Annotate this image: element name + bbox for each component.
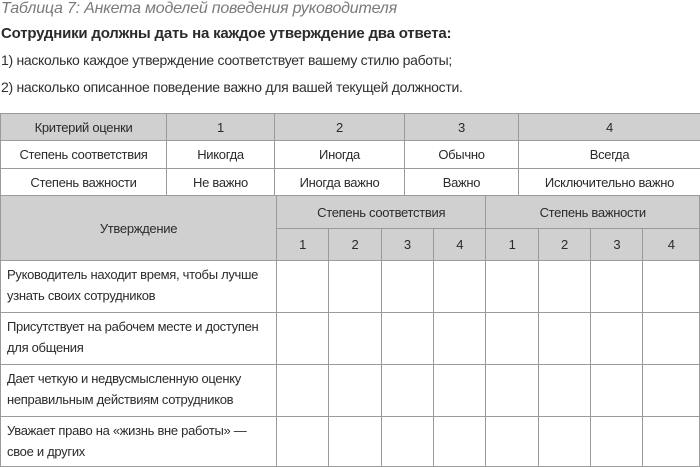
statement-text: Дает четкую и недвусмысленную оценку неправильным действиям сотрудников — [1, 365, 277, 417]
scale-cell: Степень соответствия — [1, 141, 167, 169]
scale-row-conformity — [1, 141, 700, 169]
scale-cell: Всегда — [519, 141, 700, 169]
answer-cell[interactable] — [381, 313, 433, 365]
scale-cell: Степень важности — [1, 169, 167, 197]
scale-cell: Никогда — [167, 141, 275, 169]
scale-cell: Иногда важно — [275, 169, 405, 197]
answer-cell[interactable] — [591, 313, 643, 365]
statement-header: Утверждение — [1, 196, 277, 261]
answer-cell[interactable] — [486, 261, 538, 313]
answer-cell[interactable] — [643, 261, 700, 313]
answer-cell[interactable] — [434, 365, 486, 417]
subheader-cell: 2 — [538, 229, 590, 261]
answer-cell[interactable] — [329, 417, 381, 467]
answer-cell[interactable] — [486, 313, 538, 365]
group-header-conformity: Степень соответствия — [276, 196, 485, 229]
questionnaire-header-row — [1, 196, 700, 229]
answer-cell[interactable] — [538, 261, 590, 313]
scale-cell: Исключительно важно — [519, 169, 700, 197]
scale-row-importance — [1, 169, 700, 197]
scale-header-criterion: Критерий оценки — [1, 114, 167, 141]
scale-cell: Не важно — [167, 169, 275, 197]
subheader-cell: 2 — [329, 229, 381, 261]
subheader-cell: 4 — [643, 229, 700, 261]
answer-cell[interactable] — [381, 261, 433, 313]
answer-cell[interactable] — [591, 365, 643, 417]
statement-row — [1, 365, 700, 417]
scale-cell: Обычно — [405, 141, 519, 169]
subheader-cell: 4 — [434, 229, 486, 261]
statement-row — [1, 261, 700, 313]
statement-row — [1, 313, 700, 365]
answer-cell[interactable] — [276, 417, 328, 467]
answer-cell[interactable] — [329, 261, 381, 313]
answer-cell[interactable] — [486, 365, 538, 417]
statement-text: Присутствует на рабочем месте и доступен для общения — [1, 313, 277, 365]
scale-header-2: 2 — [275, 114, 405, 141]
instructions-title: Сотрудники должны дать на каждое утверждение два ответа: — [1, 25, 451, 42]
answer-cell[interactable] — [643, 417, 700, 467]
answer-cell[interactable] — [329, 313, 381, 365]
scale-header-1: 1 — [167, 114, 275, 141]
statement-row — [1, 417, 700, 467]
subheader-cell: 1 — [276, 229, 328, 261]
answer-cell[interactable] — [538, 417, 590, 467]
table-number: Таблица 7: — [1, 0, 80, 17]
statement-text: Уважает право на «жизнь вне работы» — свое и других — [1, 417, 277, 467]
answer-cell[interactable] — [591, 417, 643, 467]
instruction-item-2: 2) насколько описанное поведение важно для вашей текущей должности. — [1, 79, 463, 95]
scale-cell: Важно — [405, 169, 519, 197]
answer-cell[interactable] — [538, 365, 590, 417]
answer-cell[interactable] — [643, 313, 700, 365]
answer-cell[interactable] — [434, 261, 486, 313]
subheader-cell: 1 — [486, 229, 538, 261]
answer-cell[interactable] — [486, 417, 538, 467]
answer-cell[interactable] — [381, 365, 433, 417]
rating-scale-table — [0, 113, 700, 197]
answer-cell[interactable] — [538, 313, 590, 365]
scale-header-4: 4 — [519, 114, 700, 141]
answer-cell[interactable] — [434, 417, 486, 467]
answer-cell[interactable] — [591, 261, 643, 313]
table-title: Анкета моделей поведения руководителя — [84, 0, 397, 17]
answer-cell[interactable] — [276, 313, 328, 365]
scale-cell: Иногда — [275, 141, 405, 169]
answer-cell[interactable] — [643, 365, 700, 417]
subheader-cell: 3 — [381, 229, 433, 261]
scale-header-3: 3 — [405, 114, 519, 141]
table-caption — [1, 0, 397, 18]
instruction-item-1: 1) насколько каждое утверждение соответствует вашему стилю работы; — [1, 52, 452, 68]
answer-cell[interactable] — [276, 261, 328, 313]
answer-cell[interactable] — [381, 417, 433, 467]
statement-text: Руководитель находит время, чтобы лучше узнать своих сотрудников — [1, 261, 277, 313]
group-header-importance: Степень важности — [486, 196, 700, 229]
questionnaire-table — [0, 195, 700, 467]
scale-header-row — [1, 114, 700, 141]
answer-cell[interactable] — [276, 365, 328, 417]
answer-cell[interactable] — [434, 313, 486, 365]
answer-cell[interactable] — [329, 365, 381, 417]
subheader-cell: 3 — [591, 229, 643, 261]
